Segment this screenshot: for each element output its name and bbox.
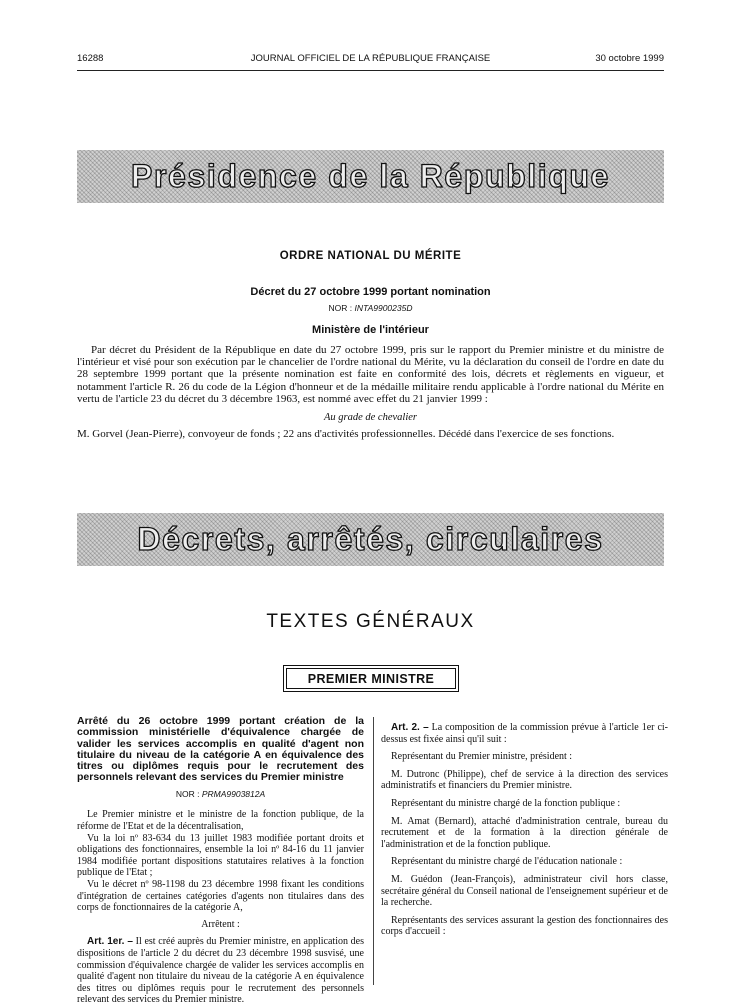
representative-line-3: Représentant du ministre chargé de la fonction publique : bbox=[391, 797, 621, 809]
arrete-nor-label: NOR : bbox=[175, 788, 200, 799]
decret-paragraph: Par décret du Président de la République en date du 27 octobre 1999, pris sur le rapport du Premier ministre et du ministre de l'intérieur et visé pour son exécution par le chancelier de l'ordre national du Mérite, vu la déclaration du conseil de l'ordre en date du 28 septembre 1999 portant que la présente nomination est faite en conformité des lois, décrets et règlements en vigueur, et notamment l'article R. 26 du code de la Légion d'honneur et de la médaille militaire rendu applicable à l'ordre national du Mérite en vertu de l'article 23 du décret du 3 décembre 1963, est nommé avec effet du 21 janvier 1999 : bbox=[77, 344, 664, 405]
banner-decrets bbox=[77, 513, 664, 566]
arretent-line: Arrêtent : bbox=[201, 918, 240, 930]
decret-title: Décret du 27 octobre 1999 portant nomination bbox=[250, 286, 491, 298]
article-2 bbox=[381, 722, 668, 745]
header-rule bbox=[77, 70, 664, 71]
nor-label: NOR : bbox=[328, 303, 353, 313]
journal-title: JOURNAL OFFICIEL DE LA RÉPUBLIQUE FRANÇAISE bbox=[250, 53, 491, 64]
representative-line-6: M. Guédon (Jean-François), administrateur civil hors classe, secrétaire général du Conseil national de l'enseignement supérieur et de la recherche. bbox=[381, 873, 668, 909]
premier-ministre-label: PREMIER MINISTRE bbox=[307, 671, 435, 686]
nor-code: INTA9900235D bbox=[354, 303, 413, 313]
banner-decrets-text: Décrets, arrêtés, circulaires bbox=[137, 521, 604, 557]
article-1 bbox=[77, 936, 364, 1006]
page-number: 16288 bbox=[77, 53, 104, 64]
article-1-text: Il est créé auprès du Premier ministre, en application des dispositions de l'article 2 du décret du 23 décembre 1998 susvisé, une commission d'équivalence chargée de valider les services accomplis en qualité d'agent non titulaire du niveau de la catégorie A en équivalence des titres ou diplômes requis pour le recrutement des personnels relevant des services du Premier ministre. bbox=[77, 936, 364, 1006]
banner-presidence-text: Présidence de la République bbox=[131, 158, 610, 194]
arrete-paragraph-1: Le Premier ministre et le ministre de la fonction publique, de la réforme de l'Etat et de la décentralisation, bbox=[77, 809, 364, 832]
representative-line-4: M. Amat (Bernard), attaché d'administration centrale, bureau du recrutement et de la formation à la direction générale de l'administration et de la fonction publique. bbox=[381, 815, 668, 850]
issue-date: 30 octobre 1999 bbox=[595, 53, 664, 64]
section-heading-ordre: ORDRE NATIONAL DU MÉRITE bbox=[279, 250, 462, 262]
decret-nor bbox=[77, 303, 664, 313]
arrete-nor-code: PRMA9903812A bbox=[201, 788, 266, 799]
grade-heading: Au grade de chevalier bbox=[323, 412, 417, 423]
representative-line-7: Représentants des services assurant la gestion des fonctionnaires des corps d'accueil : bbox=[381, 914, 668, 938]
left-column bbox=[77, 716, 364, 1006]
arrete-paragraph-3: Vu le décret nº 98-1198 du 23 décembre 1998 fixant les conditions d'intégration de certaines catégories d'agents non titulaires dans des corps de fonctionnaires de la catégorie A, bbox=[77, 878, 364, 914]
right-column bbox=[381, 716, 668, 938]
arrete-nor bbox=[77, 789, 364, 801]
column-separator bbox=[373, 717, 374, 985]
article-2-text: La composition de la commission prévue à l'article 1er ci-dessus est fixée ainsi qu'il suit : bbox=[381, 722, 668, 745]
representative-line-2: M. Dutronc (Philippe), chef de service à la direction des services administratifs et financiers du Premier ministre. bbox=[381, 768, 668, 792]
ministere-heading: Ministère de l'intérieur bbox=[312, 324, 429, 336]
arrete-paragraph-2: Vu la loi nº 83-634 du 13 juillet 1983 modifiée portant droits et obligations des fonctionnaires, ensemble la loi nº 84-16 du 11 janvier 1984 modifiée portant dispositions statutaires relatives à la fonction publique de l'Etat ; bbox=[77, 832, 364, 879]
article-2-label: Art. 2. – bbox=[391, 722, 429, 733]
representative-line-5: Représentant du ministre chargé de l'éducation nationale : bbox=[391, 856, 623, 868]
nominee-line: M. Gorvel (Jean-Pierre), convoyeur de fonds ; 22 ans d'activités professionnelles. Décédé dans l'exercice de ses fonctions. bbox=[77, 428, 615, 440]
article-1-label: Art. 1er. – bbox=[87, 936, 133, 948]
arrete-title: Arrêté du 26 octobre 1999 portant création de la commission ministérielle d'équivalence chargée de valider les services accomplis en qualité d'agent non titulaire du niveau de la catégorie A en équivalence des titres ou diplômes requis pour le recrutement des personnels relevant des services du Premier ministre bbox=[77, 715, 364, 784]
representative-line-1: Représentant du Premier ministre, président : bbox=[391, 751, 573, 763]
textes-generaux-heading: TEXTES GÉNÉRAUX bbox=[266, 611, 475, 632]
banner-presidence bbox=[77, 150, 664, 203]
premier-ministre-box bbox=[283, 665, 459, 692]
running-header bbox=[77, 53, 664, 67]
